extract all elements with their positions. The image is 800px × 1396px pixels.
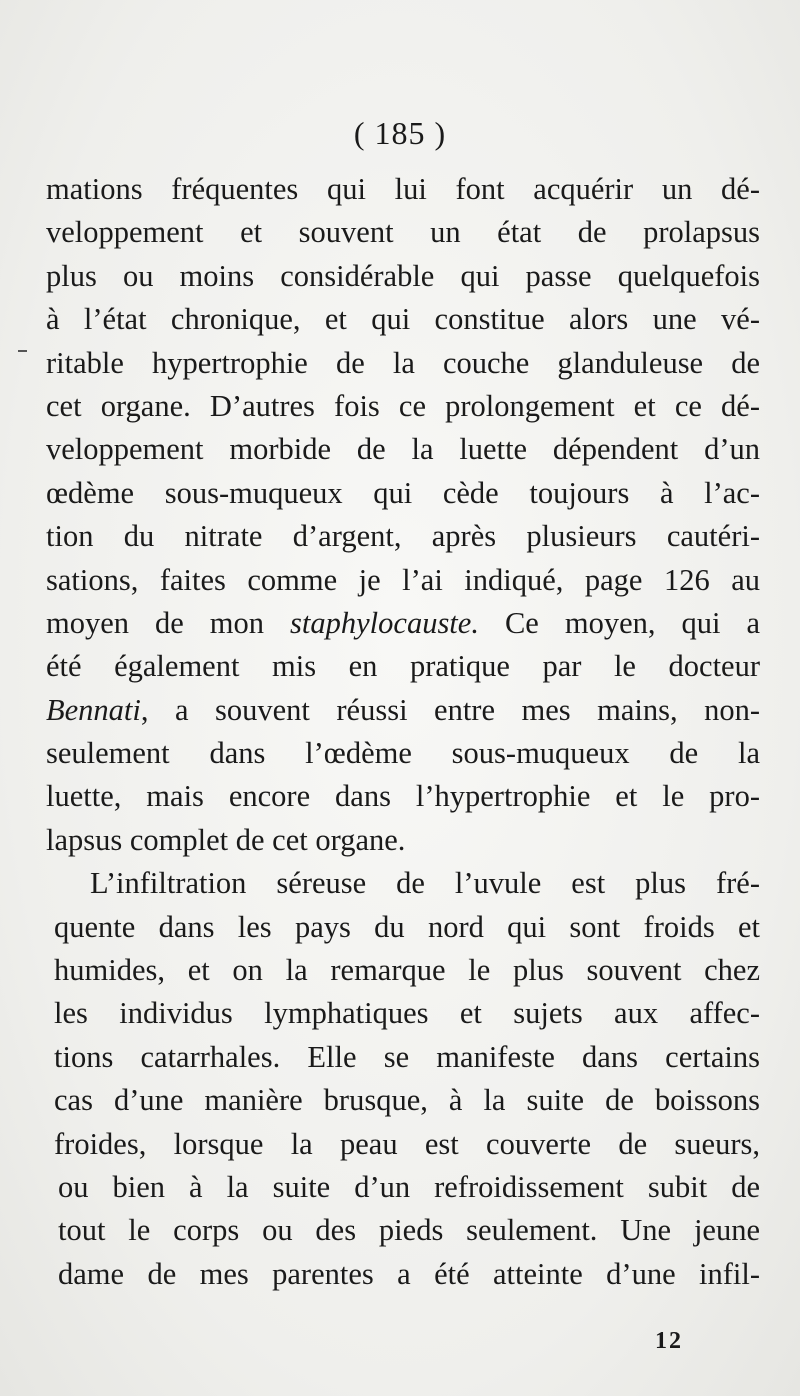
text-line: veloppement morbide de la luette dépendent d’un [46,432,760,467]
text-line: quente dans les pays du nord qui sont froids et [54,909,760,944]
italic-term: staphylocauste. [290,605,479,640]
page-number: ( 185 ) [353,115,447,151]
text-line: été également mis en pratique par le docteur [46,649,760,684]
text-line [46,602,760,645]
text-line: sations, faites comme je l’ai indiqué, page 126 au [46,562,760,597]
signature-mark: 12 [655,1328,683,1354]
text-line: tions catarrhales. Elle se manifeste dans certains [54,1039,760,1074]
text-line: tion du nitrate d’argent, après plusieurs cautéri- [46,519,760,554]
text-fragment: Ce moyen, qui a [478,605,760,640]
text-line: ritable hypertrophie de la couche glanduleuse de [46,345,760,380]
text-line: luette, mais encore dans l’hypertrophie et le pro- [46,779,760,814]
text-line: seulement dans l’œdème sous-muqueux de la [46,736,760,771]
text-line: veloppement et souvent un état de prolapsus [46,215,760,250]
text-fragment: , a souvent réussi entre mes mains, non- [140,692,760,727]
text-fragment: moyen de mon [46,605,291,640]
text-line: plus ou moins considérable qui passe quelquefois [46,258,760,293]
text-line: les individus lymphatiques et sujets aux affec- [54,996,760,1031]
body-text [46,168,760,1296]
text-line: dame de mes parentes a été atteinte d’une infil- [58,1256,760,1291]
text-line: humides, et on la remarque le plus souvent chez [54,953,760,988]
text-line: à l’état chronique, et qui constitue alors une vé- [46,302,760,337]
text-line [46,689,760,732]
text-line: œdème sous-muqueux qui cède toujours à l’ac- [46,475,760,510]
text-line: mations fréquentes qui lui font acquérir un dé- [46,172,760,206]
text-line: L’infiltration séreuse de l’uvule est plus fré- [90,866,760,901]
text-line: cas d’une manière brusque, à la suite de boissons [54,1083,760,1118]
text-line: ou bien à la suite d’un refroidissement subit de [58,1169,760,1204]
text-line: froides, lorsque la peau est couverte de sueurs, [54,1126,760,1161]
text-line: lapsus complet de cet organe. [46,822,406,857]
text-line: tout le corps ou des pieds seulement. Une jeune [58,1213,760,1248]
margin-mark [18,350,27,352]
text-line: cet organe. D’autres fois ce prolongement et ce dé- [46,388,760,423]
italic-name: Bennati [46,692,141,727]
